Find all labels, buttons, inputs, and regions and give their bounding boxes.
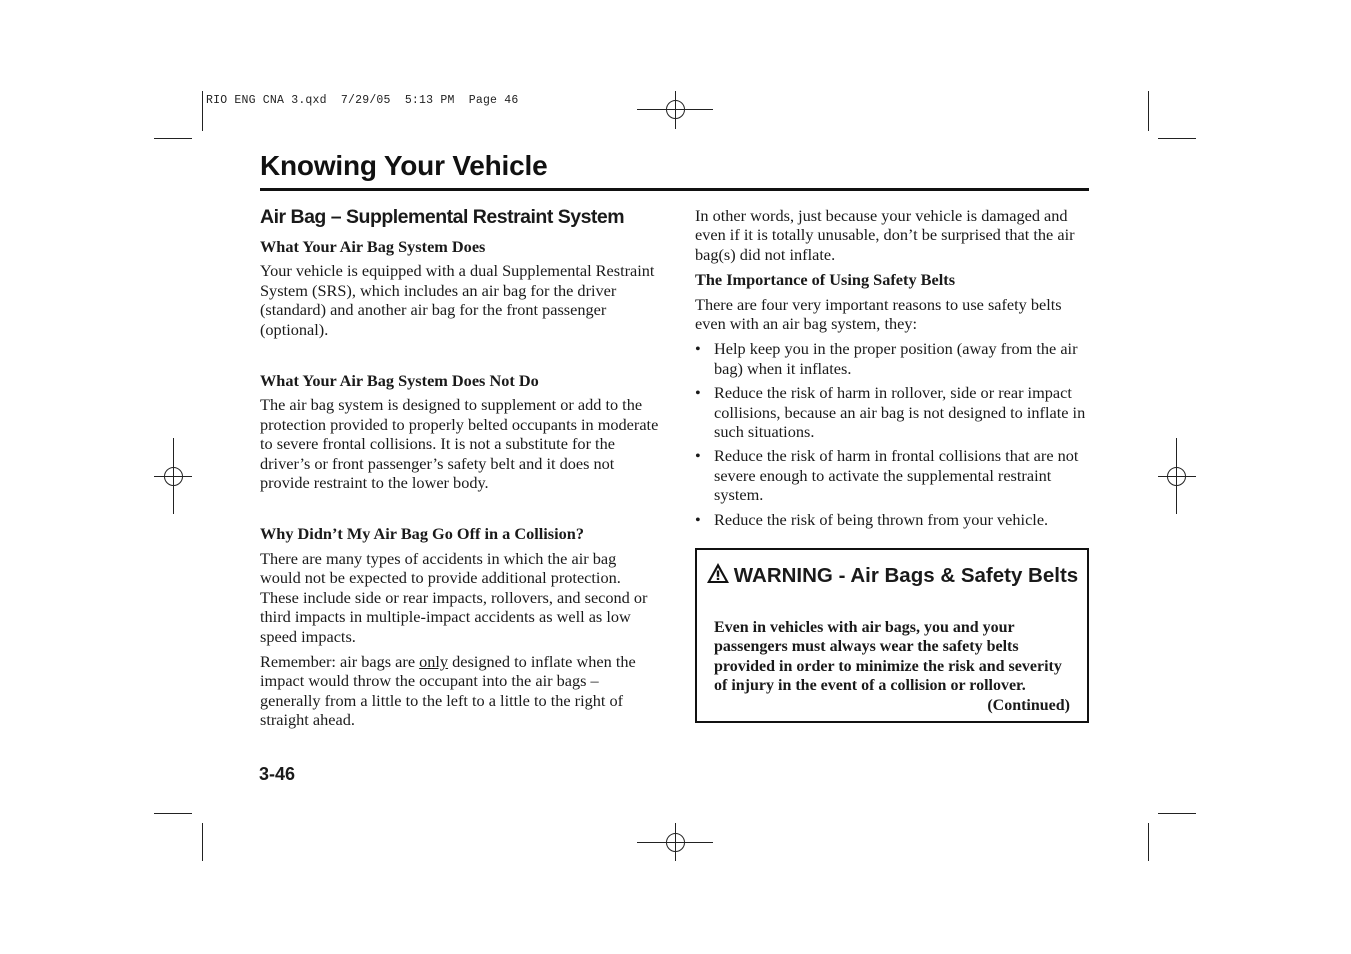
section-title: Air Bag – Supplemental Restraint System bbox=[260, 206, 625, 228]
remember-underlined-word: only bbox=[419, 651, 449, 671]
subhead-importance-safety-belts: The Importance of Using Safety Belts bbox=[695, 270, 956, 290]
bullet-icon: • bbox=[695, 383, 701, 403]
header-rule bbox=[260, 188, 1089, 191]
subhead-what-it-does: What Your Air Bag System Does bbox=[260, 237, 486, 256]
list-item: • Reduce the risk of being thrown from your vehicle. bbox=[695, 509, 1049, 529]
subhead-what-it-does-not-do: What Your Air Bag System Does Not Do bbox=[260, 371, 539, 391]
paragraph-what-it-does-not-do: The air bag system is designed to supplement or add to the protection provided to properly belted occupants in moderate to severe frontal collisions. It is not a substitute for the driver’s or front passenger’s safety belt and it does not provide restraint to the lower body. bbox=[260, 395, 659, 493]
right-column bbox=[695, 206, 1095, 534]
warning-title: WARNING - Air Bags & Safety Belts bbox=[697, 562, 1087, 591]
paragraph-remember bbox=[260, 652, 660, 730]
subhead-why-didnt-go-off: Why Didn’t My Air Bag Go Off in a Collision? bbox=[260, 524, 585, 544]
bullet-icon: • bbox=[695, 446, 701, 466]
page-number: 3-46 bbox=[259, 764, 296, 784]
printer-slug: RIO ENG CNA 3.qxd 7/29/05 5:13 PM Page 46 bbox=[206, 94, 519, 107]
paragraph-four-reasons: There are four very important reasons to use safety belts even with an air bag system, they: bbox=[695, 294, 1062, 334]
chapter-title: Knowing Your Vehicle bbox=[260, 150, 548, 181]
remember-text-end: designed to inflate when the impact would throw the occupant into the air bags – generally from a little to the left to a little to the right of straight ahead. bbox=[260, 651, 636, 730]
bullet-icon: • bbox=[695, 509, 701, 529]
continued-label: (Continued) bbox=[987, 696, 1070, 714]
warning-body: Even in vehicles with air bags, you and your passengers must always wear the safety belts provided in order to minimize the risk and severity of injury in the event of a collision or rollover. (Continued) bbox=[714, 619, 1070, 714]
paragraph-in-other-words: In other words, just because your vehicle is damaged and even if it is totally unusable, don’t be surprised that the air bag(s) did not inflate. bbox=[695, 206, 1075, 264]
paragraph-accident-types: There are many types of accidents in which the air bag would not be expected to provide additional protection. These include side or rear impacts, rollovers, and second or third impacts in multiple-impact accidents as well as low speed impacts. bbox=[260, 548, 648, 646]
reasons-list bbox=[695, 339, 1095, 529]
list-item: • Help keep you in the proper position (away from the air bag) when it inflates. bbox=[695, 339, 1078, 378]
left-column bbox=[260, 205, 660, 736]
remember-text-start: Remember: air bags are bbox=[260, 651, 420, 671]
paragraph-what-it-does: Your vehicle is equipped with a dual Supplemental Restraint System (SRS), which includes an air bag for the driver (standard) and another air bag for the front passenger (optional). bbox=[260, 261, 655, 339]
warning-box bbox=[695, 548, 1089, 723]
warning-triangle-icon bbox=[706, 562, 730, 591]
bullet-icon: • bbox=[695, 339, 701, 359]
list-item: • Reduce the risk of harm in rollover, side or rear impact collisions, because an air bag is not designed to inflate in such situations. bbox=[695, 383, 1086, 442]
list-item: • Reduce the risk of harm in frontal collisions that are not severe enough to activate the supplemental restraint system. bbox=[695, 446, 1079, 505]
